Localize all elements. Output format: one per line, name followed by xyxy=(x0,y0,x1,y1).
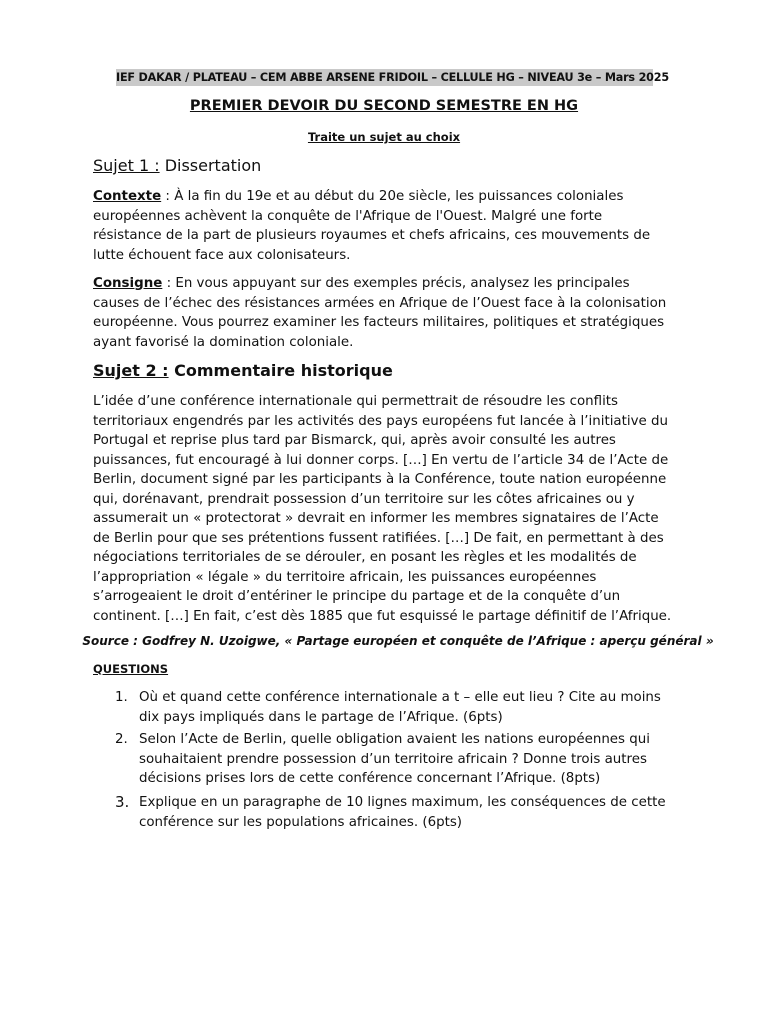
question-text: Où et quand cette conférence internationale a t – elle eut lieu ? Cite au moins dix pays impliqués dans le partage de l’Afrique. (6pts) xyxy=(139,690,661,725)
school-header: IEF DAKAR / PLATEAU – CEM ABBE ARSENE FRIDOIL – CELLULE HG – NIVEAU 3e – Mars 2025 xyxy=(116,71,669,84)
question-text: Explique en un paragraphe de 10 lignes maximum, les conséquences de cette conférence sur les populations africaines. (6pts) xyxy=(139,795,666,830)
instruction-subtitle: Traite un sujet au choix xyxy=(307,130,461,144)
sujet2-text: L’idée d’une conférence internationale qui permettrait de résoudre les conflits territoriaux engendrés par les activités des pays européens fut lancée à l’initiative du Portugal et reprise plus tard par Bismarck, qui, après avoir consulté les autres puissances, fut encouragé à lui donner corps. […] En vertu de l’article 34 de l’Acte de Berlin, document signé par les participants à la Conférence, toute nation européenne qui, dorénavant, prendrait possession d’un territoire sur les côtes africaines ou y assumerait un « protectorat » devrait en informer les membres signataires de l’Acte de Berlin pour que ses prétentions fussent ratifiées. […] De fait, en permettant à des négociations territoriales de se dérouler, en posant les règles et les modalités de l’appropriation « légale » du territoire africain, les puissances européennes s’arrogeaient le droit d’entériner le principe du partage et de la conquête d’un continent. […] En fait, c’est dès 1885 que fut esquissé le partage définitif de l’Afrique. xyxy=(93,394,672,624)
contexte-text: : À la fin du 19e et au début du 20e siècle, les puissances coloniales européennes achèvent la conquête de l'Afrique de l'Ouest. Malgré une forte résistance de la part de plusieurs royaumes et chefs africains, ces mouvements de lutte échouent face aux colonisateurs. xyxy=(93,189,651,263)
text-source: Source : Godfrey N. Uzoigwe, « Partage européen et conquête de l’Afrique : aperçu général » xyxy=(82,634,714,648)
consigne-label: Consigne xyxy=(93,276,163,291)
sujet1-heading xyxy=(93,155,261,177)
contexte-label: Contexte xyxy=(93,189,162,204)
sujet1-consigne xyxy=(93,274,673,352)
sujet1-contexte xyxy=(93,187,673,265)
question-number: 1. xyxy=(115,690,128,705)
question-number: 3. xyxy=(115,793,130,811)
questions-title: QUESTIONS xyxy=(93,662,169,676)
question-item xyxy=(93,688,673,727)
question-item xyxy=(93,793,673,832)
sujet2-type: Commentaire historique xyxy=(168,361,393,380)
sujet1-label: Sujet 1 : xyxy=(93,156,160,175)
question-item xyxy=(93,730,673,789)
page-title: PREMIER DEVOIR DU SECOND SEMESTRE EN HG xyxy=(189,98,579,114)
question-text: Selon l’Acte de Berlin, quelle obligation avaient les nations européennes qui souhaitaient prendre possession d’un territoire africain ? Donne trois autres décisions prises lors de cette conférence concernant l’Afrique. (8pts) xyxy=(139,732,650,786)
question-number: 2. xyxy=(115,732,128,747)
sujet2-heading xyxy=(93,360,393,382)
sujet2-label: Sujet 2 : xyxy=(93,361,169,380)
sujet1-type: Dissertation xyxy=(159,156,262,175)
consigne-text: : En vous appuyant sur des exemples précis, analysez les principales causes de l’échec des résistances armées en Afrique de l’Ouest face à la colonisation européenne. Vous pourrez examiner les facteurs militaires, politiques et stratégiques ayant favorisé la domination coloniale. xyxy=(93,276,667,350)
